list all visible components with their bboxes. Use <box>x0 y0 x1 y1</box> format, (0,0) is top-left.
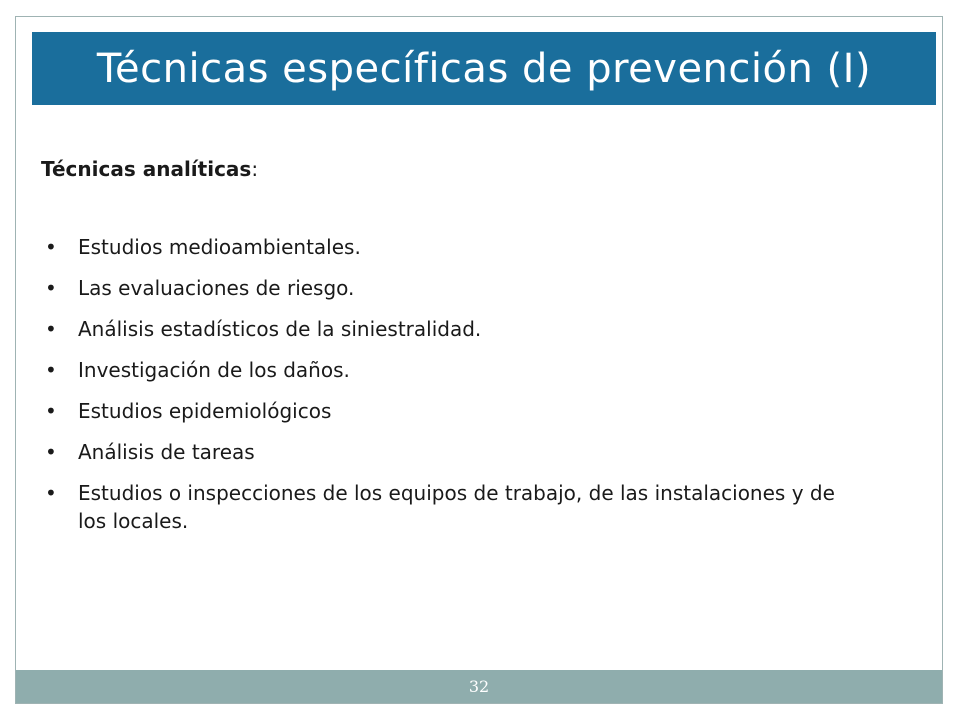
list-item <box>41 274 861 302</box>
list-item-text: Investigación de los daños. <box>78 358 350 382</box>
list-item <box>41 356 861 384</box>
slide <box>15 16 943 704</box>
list-item-text: Estudios o inspecciones de los equipos de trabajo, de las instalaciones y de los locales. <box>78 481 835 533</box>
list-item <box>41 438 861 466</box>
section-heading-colon: : <box>251 157 259 181</box>
list-item <box>41 479 861 535</box>
bullet-icon: • <box>45 276 57 300</box>
list-item-text: Estudios epidemiológicos <box>78 399 332 423</box>
bullet-icon: • <box>45 235 57 259</box>
list-item-text: Análisis de tareas <box>78 440 255 464</box>
bullet-icon: • <box>45 481 57 505</box>
bullet-icon: • <box>45 440 57 464</box>
slide-title: Técnicas específicas de prevención (I) <box>96 45 872 92</box>
section-heading-label: Técnicas analíticas <box>41 157 252 181</box>
list-item <box>41 233 861 261</box>
bullet-icon: • <box>45 317 57 341</box>
bullet-icon: • <box>45 399 57 423</box>
title-bar <box>32 32 936 105</box>
footer-bar <box>16 670 942 703</box>
list-item-text: Análisis estadísticos de la siniestralidad. <box>78 317 482 341</box>
list-item <box>41 397 861 425</box>
bullet-list <box>41 233 861 548</box>
list-item <box>41 315 861 343</box>
bullet-icon: • <box>45 358 57 382</box>
list-item-text: Las evaluaciones de riesgo. <box>78 276 355 300</box>
list-item-text: Estudios medioambientales. <box>78 235 361 259</box>
section-heading <box>41 157 258 181</box>
page-number: 32 <box>468 677 490 696</box>
